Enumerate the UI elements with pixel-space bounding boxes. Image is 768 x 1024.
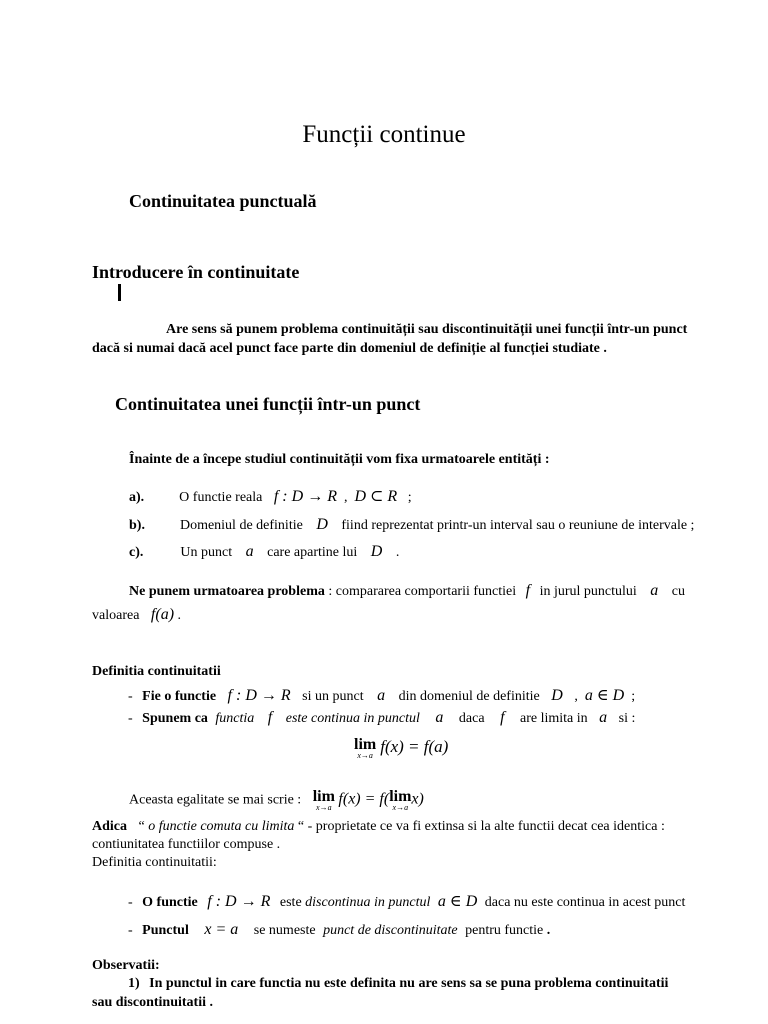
list-item-b: [129, 516, 694, 534]
lim-operator: lim: [312, 788, 335, 805]
bullet-text: din domeniul de definitie: [398, 689, 540, 704]
problem-text: valoarea: [92, 608, 140, 623]
problem-text: : compararea comportarii functiei: [328, 584, 517, 599]
math-expression: f : D → R: [207, 893, 271, 910]
item-text: fiind reprezentat printr-un interval sau o reuniune de intervale ;: [341, 518, 695, 533]
bullet-bold: Punctul: [142, 923, 189, 938]
bullet-text: si :: [618, 711, 636, 726]
bullet-text: are limita in: [520, 711, 588, 726]
adica-line-2: contiunitatea functiilor compuse .: [92, 837, 281, 852]
item-text: O functie reala: [179, 490, 263, 505]
formula-body: f(x) = f(: [338, 790, 390, 808]
problem-line-2: valoarea f(a) .: [92, 606, 182, 623]
item-label: a).: [129, 490, 145, 505]
math-expression: D: [551, 687, 563, 704]
bullet-italic: este continua in punctul: [285, 711, 420, 726]
lim-operator: lim: [354, 736, 377, 753]
math-expression: f : D → R: [227, 687, 291, 704]
problem-text: cu: [671, 584, 685, 599]
math-expression: f(a): [150, 606, 175, 623]
discontinuity-bullet-2: - Punctul x = a se numeste punct de discontinuitate pentru functie .: [128, 921, 551, 938]
bullet-italic: functia: [215, 711, 255, 726]
item-text: Un punct: [180, 545, 233, 560]
lim-operator: lim: [389, 788, 412, 805]
bullet-text: este: [279, 895, 302, 910]
bullet-bold: Fie o functie: [142, 689, 217, 704]
bullet-text: daca: [458, 711, 485, 726]
lim-subscript: x→a: [357, 751, 373, 760]
discontinuity-bullet-1: - O functie f : D → R este discontinua in punctul a ∈ D daca nu este continua in acest punct: [128, 893, 686, 910]
adica-italic: o functie comuta cu limita: [148, 819, 295, 834]
math-expression: a: [245, 543, 254, 560]
math-expression: f: [500, 709, 505, 726]
math-expression: a: [650, 582, 659, 599]
bullet-bold: O functie: [142, 895, 198, 910]
bullet-text: se numeste: [253, 923, 316, 938]
definition-bullet-2: - Spunem ca functia f este continua in punctul a daca f are limita in a si :: [128, 709, 636, 726]
adica-text: “ - proprietate ce va fi extinsa si la alte functii decat cea identica :: [297, 819, 665, 834]
item-label: c).: [129, 545, 144, 560]
math-expression: x = a: [204, 921, 239, 938]
math-expression: D ⊂ R: [354, 488, 398, 505]
observation-item-1: [128, 976, 668, 992]
adica-line: [92, 819, 665, 835]
section-heading-punctual: Continuitatea punctuală: [129, 191, 317, 211]
definition-bullet-1: - Fie o functie f : D → R si un punct a din domeniul de definitie D , a ∈ D ;: [128, 687, 636, 704]
lim-subscript: x→a: [392, 803, 409, 812]
math-expression: a ∈ D: [584, 687, 625, 704]
section-heading-intro: Introducere în continuitate: [92, 262, 300, 282]
problem-line: [129, 582, 685, 600]
before-text: Înainte de a începe studiul continuității vom fixa urmatoarele entități :: [129, 452, 550, 467]
bullet-italic: discontinua in punctul: [305, 895, 431, 910]
math-expression: a ∈ D: [437, 893, 478, 910]
math-expression: D: [370, 543, 383, 560]
item-text: care apartine lui: [267, 545, 358, 560]
adica-bold: Adica: [92, 819, 127, 834]
page-title: Funcții continue: [302, 121, 466, 148]
problem-bold: Ne punem urmatoarea problema: [129, 584, 325, 599]
bullet-bold: Spunem ca: [142, 711, 208, 726]
problem-text: in jurul punctului: [539, 584, 637, 599]
observations-title: Observatii:: [92, 958, 160, 973]
definition-title: Definitia continuitatii: [92, 664, 221, 679]
bullet-text: daca nu este continua in acest punct: [484, 895, 686, 910]
list-item-a: a). O functie reala f : D → R , D ⊂ R ;: [129, 488, 412, 505]
item-text: Domeniul de definitie: [179, 518, 303, 533]
text-cursor: [118, 284, 121, 301]
math-expression: a: [435, 709, 444, 726]
limit-formula: [354, 737, 448, 760]
intro-paragraph: Are sens să punem problema continuității sau discontinuității unei funcții într-un punct dacă si numai dacă acel punct face parte din domeniul de definiție al funcției studiate .: [92, 322, 688, 356]
formula-body: f(x) = f(a): [380, 737, 449, 757]
math-expression: a: [599, 709, 608, 726]
bullet-text: si un punct: [302, 689, 364, 704]
math-expression: f : D → R: [273, 488, 337, 505]
equality-line: [129, 789, 424, 812]
lim-subscript: x→a: [316, 803, 332, 812]
math-expression: a: [377, 687, 386, 704]
bullet-italic: punct de discontinuitate: [323, 923, 458, 938]
section-heading-point: Continuitatea unei funcții într-un punct: [115, 394, 421, 414]
bullet-dot: .: [546, 923, 551, 938]
math-expression: f: [525, 582, 531, 599]
list-item-c: c). Un punct a care apartine lui D .: [129, 543, 400, 560]
item-label: b).: [129, 518, 145, 533]
math-expression: D: [316, 516, 328, 533]
math-expression: f: [267, 709, 273, 726]
formula-body: x): [411, 790, 424, 808]
observation-text: In punctul in care functia nu este definita nu are sens sa se puna problema continuitatii: [149, 976, 669, 991]
quote-open: “: [138, 819, 145, 834]
adica-line-3: Definitia continuitatii:: [92, 855, 217, 870]
equality-text: Aceasta egalitate se mai scrie :: [129, 792, 302, 808]
observation-item-1-line-2: sau discontinuitatii .: [92, 995, 213, 1010]
bullet-text: pentru functie: [465, 923, 544, 938]
observation-number: 1): [128, 976, 140, 991]
